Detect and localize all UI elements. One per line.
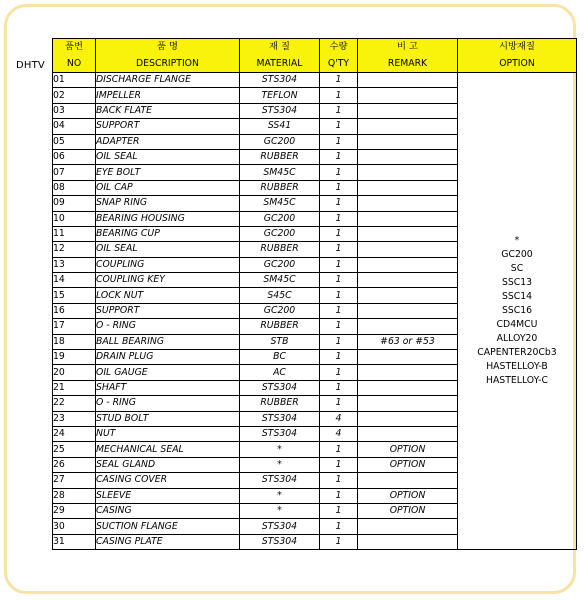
part-number-cell: 12: [53, 242, 96, 257]
part-description-cell: ADAPTER: [96, 134, 240, 149]
part-material-cell: GC200: [240, 226, 320, 241]
option-material-item: *: [514, 235, 520, 247]
part-quantity-cell: 1: [320, 103, 358, 118]
part-description-cell: SEAL GLAND: [96, 457, 240, 472]
part-quantity-cell: 4: [320, 411, 358, 426]
part-material-cell: STS304: [240, 73, 320, 88]
part-number-cell: 13: [53, 257, 96, 272]
part-remark-cell: [358, 380, 458, 395]
part-description-cell: BEARING HOUSING: [96, 211, 240, 226]
part-remark-cell: [358, 103, 458, 118]
header-qty-kr: 수량: [320, 39, 358, 56]
part-material-cell: RUBBER: [240, 180, 320, 195]
part-remark-cell: [358, 242, 458, 257]
part-number-cell: 07: [53, 165, 96, 180]
part-remark-cell: [358, 534, 458, 549]
part-description-cell: MECHANICAL SEAL: [96, 442, 240, 457]
part-quantity-cell: 1: [320, 473, 358, 488]
part-quantity-cell: 1: [320, 380, 358, 395]
part-material-cell: RUBBER: [240, 319, 320, 334]
part-remark-cell: [358, 165, 458, 180]
part-number-cell: 20: [53, 365, 96, 380]
part-number-cell: 11: [53, 226, 96, 241]
part-description-cell: O - RING: [96, 396, 240, 411]
part-quantity-cell: 1: [320, 226, 358, 241]
part-description-cell: SNAP RING: [96, 196, 240, 211]
part-description-cell: OIL SEAL: [96, 242, 240, 257]
part-remark-cell: [358, 396, 458, 411]
part-remark-cell: [358, 226, 458, 241]
part-quantity-cell: 1: [320, 88, 358, 103]
part-quantity-cell: 1: [320, 365, 358, 380]
part-quantity-cell: 1: [320, 119, 358, 134]
part-number-cell: 10: [53, 211, 96, 226]
part-description-cell: EYE BOLT: [96, 165, 240, 180]
part-number-cell: 26: [53, 457, 96, 472]
part-description-cell: SUPPORT: [96, 119, 240, 134]
part-description-cell: BEARING CUP: [96, 226, 240, 241]
part-quantity-cell: 1: [320, 211, 358, 226]
part-remark-cell: [358, 134, 458, 149]
part-quantity-cell: 1: [320, 334, 358, 349]
part-material-cell: AC: [240, 365, 320, 380]
header-option-kr: 시방재질: [458, 39, 577, 56]
part-description-cell: DISCHARGE FLANGE: [96, 73, 240, 88]
part-number-cell: 17: [53, 319, 96, 334]
part-material-cell: STS304: [240, 411, 320, 426]
part-quantity-cell: 1: [320, 134, 358, 149]
part-quantity-cell: 1: [320, 303, 358, 318]
part-material-cell: BC: [240, 350, 320, 365]
part-description-cell: CASING: [96, 503, 240, 518]
part-material-cell: STS304: [240, 534, 320, 549]
header-material-kr: 재 질: [240, 39, 320, 56]
part-description-cell: OIL SEAL: [96, 149, 240, 164]
part-description-cell: LOCK NUT: [96, 288, 240, 303]
part-number-cell: 31: [53, 534, 96, 549]
part-material-cell: SM45C: [240, 196, 320, 211]
part-quantity-cell: 1: [320, 149, 358, 164]
option-material-item: SSC16: [501, 305, 533, 317]
header-remark-kr: 비 고: [358, 39, 458, 56]
part-description-cell: DRAIN PLUG: [96, 350, 240, 365]
part-quantity-cell: 1: [320, 457, 358, 472]
part-description-cell: OIL CAP: [96, 180, 240, 195]
part-material-cell: GC200: [240, 211, 320, 226]
part-number-cell: 29: [53, 503, 96, 518]
part-number-cell: 25: [53, 442, 96, 457]
part-remark-cell: [358, 365, 458, 380]
part-quantity-cell: 1: [320, 257, 358, 272]
part-remark-cell: [358, 211, 458, 226]
part-description-cell: STUD BOLT: [96, 411, 240, 426]
part-number-cell: 03: [53, 103, 96, 118]
option-material-item: CD4MCU: [496, 319, 538, 331]
part-number-cell: 23: [53, 411, 96, 426]
part-remark-cell: [358, 257, 458, 272]
part-remark-cell: [358, 411, 458, 426]
part-material-cell: GC200: [240, 134, 320, 149]
part-remark-cell: [358, 350, 458, 365]
header-no-en: NO: [53, 56, 96, 73]
part-material-cell: *: [240, 503, 320, 518]
part-material-cell: STS304: [240, 426, 320, 441]
part-remark-cell: [358, 519, 458, 534]
part-description-cell: SHAFT: [96, 380, 240, 395]
header-description-en: DESCRIPTION: [96, 56, 240, 73]
part-quantity-cell: 1: [320, 242, 358, 257]
option-material-item: HASTELLOY-B: [486, 361, 548, 373]
part-remark-cell: OPTION: [358, 503, 458, 518]
part-material-cell: STB: [240, 334, 320, 349]
header-row-english: [53, 56, 577, 73]
option-material-item: SSC14: [501, 291, 533, 303]
part-remark-cell: [358, 303, 458, 318]
part-number-cell: 30: [53, 519, 96, 534]
part-material-cell: TEFLON: [240, 88, 320, 103]
part-quantity-cell: 1: [320, 73, 358, 88]
table-row: [53, 73, 577, 88]
part-description-cell: CASING COVER: [96, 473, 240, 488]
header-qty-en: Q'TY: [320, 56, 358, 73]
part-quantity-cell: 1: [320, 288, 358, 303]
part-remark-cell: [358, 473, 458, 488]
part-material-cell: *: [240, 457, 320, 472]
part-quantity-cell: 4: [320, 426, 358, 441]
part-description-cell: BALL BEARING: [96, 334, 240, 349]
part-number-cell: 14: [53, 273, 96, 288]
part-number-cell: 24: [53, 426, 96, 441]
part-number-cell: 06: [53, 149, 96, 164]
part-quantity-cell: 1: [320, 488, 358, 503]
option-material-item: CAPENTER20Cb3: [477, 347, 557, 359]
part-material-cell: RUBBER: [240, 149, 320, 164]
part-number-cell: 01: [53, 73, 96, 88]
part-number-cell: 09: [53, 196, 96, 211]
part-material-cell: SM45C: [240, 165, 320, 180]
header-row-korean: [53, 39, 577, 56]
option-materials-cell: [458, 73, 577, 550]
part-description-cell: NUT: [96, 426, 240, 441]
model-label: DHTV: [16, 60, 45, 71]
part-number-cell: 04: [53, 119, 96, 134]
header-material-en: MATERIAL: [240, 56, 320, 73]
header-no-kr: 품번: [53, 39, 96, 56]
part-remark-cell: [358, 426, 458, 441]
part-quantity-cell: 1: [320, 319, 358, 334]
part-description-cell: CASING PLATE: [96, 534, 240, 549]
part-remark-cell: [358, 119, 458, 134]
part-quantity-cell: 1: [320, 442, 358, 457]
part-material-cell: SS41: [240, 119, 320, 134]
part-quantity-cell: 1: [320, 396, 358, 411]
part-material-cell: GC200: [240, 257, 320, 272]
part-number-cell: 05: [53, 134, 96, 149]
part-number-cell: 19: [53, 350, 96, 365]
part-quantity-cell: 1: [320, 503, 358, 518]
part-description-cell: BACK FLATE: [96, 103, 240, 118]
part-material-cell: *: [240, 488, 320, 503]
part-material-cell: STS304: [240, 519, 320, 534]
part-remark-cell: [358, 196, 458, 211]
part-remark-cell: OPTION: [358, 442, 458, 457]
part-remark-cell: OPTION: [358, 457, 458, 472]
part-material-cell: STS304: [240, 473, 320, 488]
option-material-item: GC200: [501, 249, 533, 261]
part-number-cell: 22: [53, 396, 96, 411]
part-description-cell: OIL GAUGE: [96, 365, 240, 380]
part-remark-cell: [358, 149, 458, 164]
header-option-en: OPTION: [458, 56, 577, 73]
part-remark-cell: [358, 180, 458, 195]
part-remark-cell: #63 or #53: [358, 334, 458, 349]
part-quantity-cell: 1: [320, 350, 358, 365]
part-quantity-cell: 1: [320, 519, 358, 534]
part-description-cell: COUPLING: [96, 257, 240, 272]
part-remark-cell: [358, 73, 458, 88]
part-number-cell: 21: [53, 380, 96, 395]
part-description-cell: SUCTION FLANGE: [96, 519, 240, 534]
part-material-cell: GC200: [240, 303, 320, 318]
part-quantity-cell: 1: [320, 180, 358, 195]
part-material-cell: RUBBER: [240, 242, 320, 257]
part-remark-cell: [358, 273, 458, 288]
option-material-item: ALLOY20: [496, 333, 538, 345]
part-number-cell: 27: [53, 473, 96, 488]
part-material-cell: STS304: [240, 103, 320, 118]
part-number-cell: 15: [53, 288, 96, 303]
part-quantity-cell: 1: [320, 273, 358, 288]
part-number-cell: 02: [53, 88, 96, 103]
part-material-cell: S45C: [240, 288, 320, 303]
part-number-cell: 28: [53, 488, 96, 503]
option-material-item: SSC13: [501, 277, 533, 289]
header-remark-en: REMARK: [358, 56, 458, 73]
part-description-cell: O - RING: [96, 319, 240, 334]
part-material-cell: SM45C: [240, 273, 320, 288]
part-remark-cell: [358, 319, 458, 334]
parts-table: [52, 38, 577, 550]
part-description-cell: IMPELLER: [96, 88, 240, 103]
part-description-cell: SUPPORT: [96, 303, 240, 318]
part-number-cell: 18: [53, 334, 96, 349]
option-material-item: HASTELLOY-C: [485, 375, 549, 387]
option-material-item: SC: [510, 263, 524, 275]
part-quantity-cell: 1: [320, 534, 358, 549]
header-description-kr: 품 명: [96, 39, 240, 56]
part-description-cell: SLEEVE: [96, 488, 240, 503]
part-number-cell: 16: [53, 303, 96, 318]
part-remark-cell: OPTION: [358, 488, 458, 503]
part-description-cell: COUPLING KEY: [96, 273, 240, 288]
part-material-cell: RUBBER: [240, 396, 320, 411]
part-material-cell: *: [240, 442, 320, 457]
part-number-cell: 08: [53, 180, 96, 195]
part-remark-cell: [358, 88, 458, 103]
part-material-cell: STS304: [240, 380, 320, 395]
part-quantity-cell: 1: [320, 165, 358, 180]
part-quantity-cell: 1: [320, 196, 358, 211]
part-remark-cell: [358, 288, 458, 303]
